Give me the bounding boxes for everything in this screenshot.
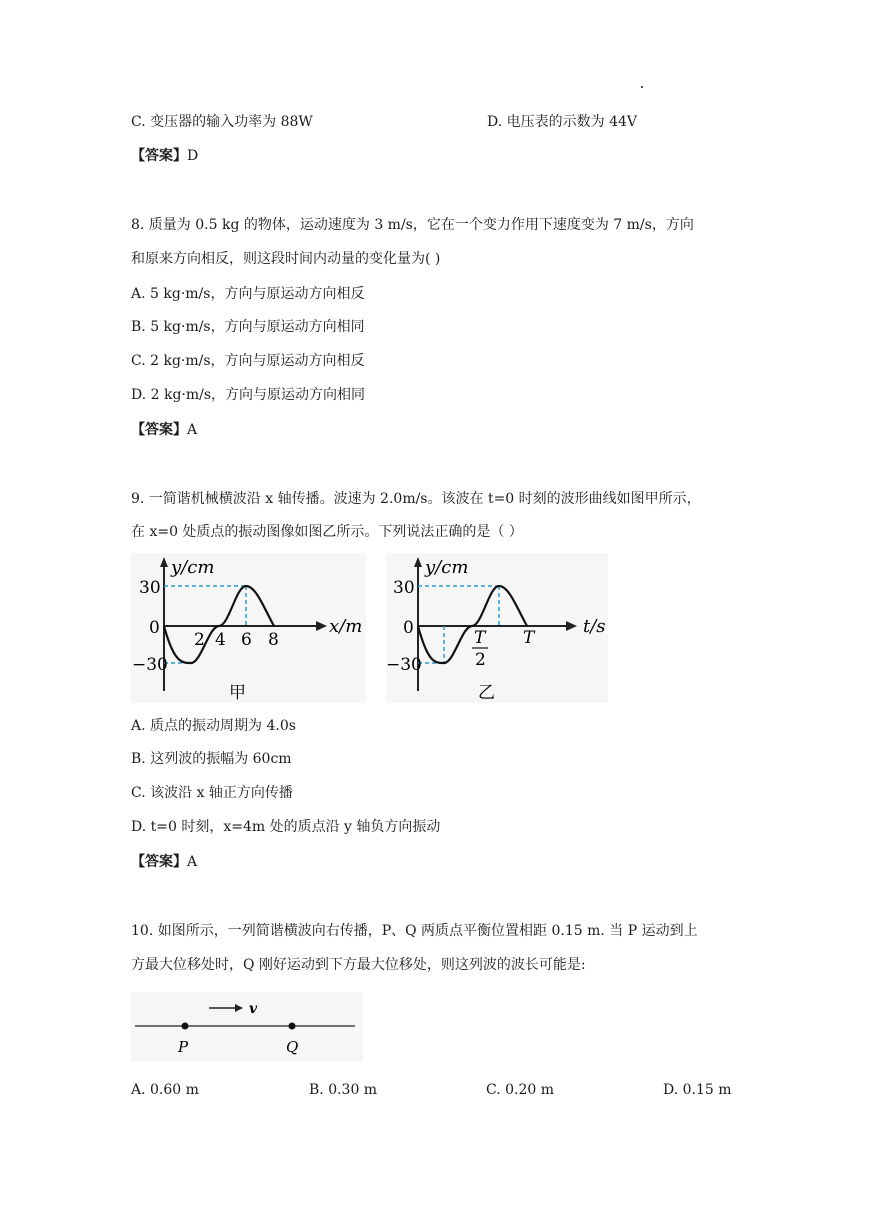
wave-points-diagram bbox=[131, 992, 363, 1062]
q9-option-d: D. t=0 时刻，x=4m 处的质点沿 y 轴负方向振动 bbox=[131, 819, 441, 835]
y-tick-neg30: −30 bbox=[132, 655, 168, 675]
y-tick-0: 0 bbox=[403, 618, 414, 638]
q8-option-b: B. 5 kg·m/s，方向与原运动方向相同 bbox=[131, 319, 365, 335]
q8-stem-line2: 和原来方向相反，则这段时间内动量的变化量为( ) bbox=[131, 251, 441, 267]
q10-stem-line1: 10. 如图所示，一列简谐横波向右传播，P、Q 两质点平衡位置相距 0.15 m. 当 P 运动到上 bbox=[131, 923, 698, 939]
q10-option-c: C. 0.20 m bbox=[486, 1082, 555, 1098]
x-tick-6: 6 bbox=[241, 630, 252, 650]
q10-option-a: A. 0.60 m bbox=[131, 1082, 199, 1098]
q8-option-c: C. 2 kg·m/s，方向与原运动方向相反 bbox=[131, 353, 365, 369]
y-tick-0: 0 bbox=[149, 618, 160, 638]
q8-option-d: D. 2 kg·m/s，方向与原运动方向相同 bbox=[131, 387, 366, 403]
page-speck bbox=[641, 86, 643, 88]
q10-option-b: B. 0.30 m bbox=[309, 1082, 378, 1098]
t-tick-half-numerator: T bbox=[474, 628, 486, 648]
t-axis-label: t/s bbox=[583, 616, 606, 637]
answer-label: 【答案】 bbox=[131, 422, 187, 438]
y-tick-30: 30 bbox=[139, 578, 161, 598]
figure-background bbox=[131, 992, 363, 1062]
q7-option-c: C. 变压器的输入功率为 88W bbox=[131, 114, 313, 130]
q9-answer bbox=[131, 852, 197, 872]
point-q-label: Q bbox=[286, 1038, 299, 1056]
answer-label: 【答案】 bbox=[131, 854, 187, 870]
answer-value: D bbox=[187, 148, 199, 164]
y-tick-neg30: −30 bbox=[386, 655, 422, 675]
velocity-label: v bbox=[249, 1001, 258, 1017]
wave-graph-jia bbox=[131, 553, 366, 703]
answer-value: A bbox=[187, 854, 198, 870]
point-q-dot bbox=[289, 1023, 296, 1030]
t-tick-half-denominator: 2 bbox=[475, 650, 486, 670]
y-axis-label: y/cm bbox=[425, 557, 469, 578]
q10-stem-line2: 方最大位移处时，Q 刚好运动到下方最大位移处，则这列波的波长可能是: bbox=[131, 957, 586, 973]
q7-answer bbox=[131, 146, 198, 166]
q8-option-a: A. 5 kg·m/s，方向与原运动方向相反 bbox=[131, 286, 365, 302]
x-axis-label: x/m bbox=[329, 616, 363, 637]
q9-option-a: A. 质点的振动周期为 4.0s bbox=[131, 718, 296, 734]
answer-value: A bbox=[187, 422, 198, 438]
point-p-dot bbox=[182, 1023, 189, 1030]
figure-caption: 乙 bbox=[478, 683, 495, 703]
x-tick-2: 2 bbox=[194, 630, 205, 650]
q7-option-d: D. 电压表的示数为 44V bbox=[487, 114, 638, 130]
q9-stem-line1: 9. 一简谐机械横波沿 x 轴传播。波速为 2.0m/s。该波在 t=0 时刻的波形曲线如图甲所示， bbox=[131, 491, 701, 507]
figure-caption: 甲 bbox=[229, 683, 246, 703]
x-tick-8: 8 bbox=[268, 630, 279, 650]
vibration-graph-yi bbox=[386, 553, 608, 703]
x-tick-4: 4 bbox=[215, 630, 226, 650]
point-p-label: P bbox=[178, 1038, 189, 1056]
y-axis-label: y/cm bbox=[171, 557, 215, 578]
q9-option-c: C. 该波沿 x 轴正方向传播 bbox=[131, 785, 293, 801]
q8-stem-line1: 8. 质量为 0.5 kg 的物体，运动速度为 3 m/s，它在一个变力作用下速度变为 7 m/s，方向 bbox=[131, 217, 694, 233]
q9-option-b: B. 这列波的振幅为 60cm bbox=[131, 751, 292, 767]
t-tick-full: T bbox=[523, 628, 535, 648]
q9-stem-line2: 在 x=0 处质点的振动图像如图乙所示。下列说法正确的是（ ） bbox=[131, 524, 523, 540]
q8-answer bbox=[131, 420, 197, 440]
q10-option-d: D. 0.15 m bbox=[663, 1082, 732, 1098]
y-tick-30: 30 bbox=[393, 578, 415, 598]
answer-label: 【答案】 bbox=[131, 148, 187, 164]
